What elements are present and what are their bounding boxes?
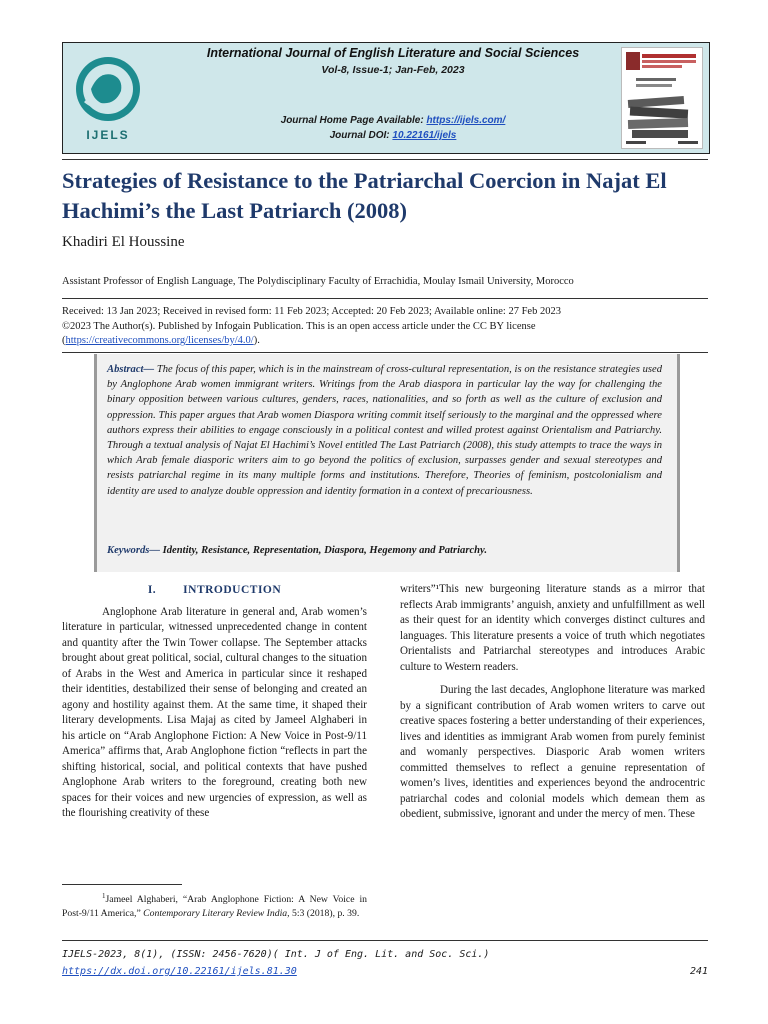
footer-citation: IJELS-2023, 8(1), (ISSN: 2456-7620)( Int. J of Eng. Lit. and Soc. Sci.) <box>62 949 490 960</box>
footnote-rest: 5:3 (2018), p. 39. <box>289 908 360 920</box>
keywords-text: Identity, Resistance, Representation, Diaspora, Hegemony and Patriarchy. <box>159 545 487 556</box>
journal-cover-image <box>621 47 703 149</box>
keywords <box>107 545 662 556</box>
doi-link[interactable]: 10.22161/ijels <box>392 130 457 141</box>
article-author: Khadiri El Houssine <box>62 234 185 250</box>
paren-close: ). <box>253 335 260 346</box>
journal-home <box>163 115 623 126</box>
page-number: 241 <box>690 966 709 977</box>
abstract <box>107 362 662 499</box>
journal-info <box>163 43 623 141</box>
license-line: ©2023 The Author(s). Published by Infogain Publication. This is an open access article under the CC BY license <box>62 320 536 332</box>
footnote-text: Jameel Alghaberi, “Arab Anglophone Fiction: A New Voice in Post-9/11 America,” <box>62 894 367 920</box>
header-divider <box>62 159 708 160</box>
paren-open: ( <box>62 335 66 346</box>
article-dates <box>62 305 712 349</box>
intro-paragraph-1-cont: writers”¹This new burgeoning literature stands as a mirror that reflects Arab immigrants’ anguish, anxiety and unfulfillment as well as their quest for an identity which converges distinct cultures and languages. This literature presents a voice of truth which negotiates Orientalists and Patriarchal stereotypes and introduces Arabic culture to Western readers. <box>400 583 705 673</box>
license-url-line <box>62 334 712 349</box>
journal-title: International Journal of English Literature and Social Sciences <box>206 46 580 60</box>
home-label: Journal Home Page Available: <box>280 115 427 126</box>
logo-text: IJELS <box>86 128 130 142</box>
ijels-logo <box>71 49 145 147</box>
received-dates: Received: 13 Jan 2023; Received in revised form: 11 Feb 2023; Accepted: 20 Feb 2023; Available online: 27 Feb 2023 <box>62 306 561 317</box>
journal-doi <box>163 130 623 141</box>
doi-label: Journal DOI: <box>329 130 393 141</box>
footer-divider <box>62 940 708 941</box>
abstract-text: The focus of this paper, which is in the mainstream of cross-cultural representation, is on the resistance strategies used by Anglophone Arab women immigrant writers. Writings from the Arab diaspora in particular lay the way for challenging the binary opposition between various cultures, genders, races, nationalities, and so forth as well as the culture of exclusion and oppression. This paper argues that Arab women Diaspora writing commit itself seriously to the marginal and the oppressed where authors express their abilities to engage consciously in a political contest and willed protest against Orientalism and Patriarchy. Through a textual analysis of Najat El Hachimi’s Novel entitled The Last Patriarch (2008), this study attempts to trace the ways in which Arab female diasporic writers aim to go beyond the politics of exclusion, surpasses gender and sexual stereotypes and resists patriarchal regime in its many multiple forms and institutions. Therefore, Theories of feminism, postcolonialism and identity are used to analyze double oppression and identity formation in a context of precariousness. <box>107 364 662 497</box>
dates-divider <box>62 352 708 353</box>
intro-paragraph-1: Anglophone Arab literature in general and, Arab women’s literature in particular, witnessed unprecedented change in content and quantity after the Twin Tower collapse. The September attacks brought about great political, social, cultural changes to the situation of Arabs in the West and America in particular since it reshaped their identities, destabilized their sense of belonging and created an agony and hostility against them. At the same time, it shaped their literary developments. Lisa Majaj as cited by Jameel Alghaberi in his article on “Arab Anglophone Fiction: A New Voice in Post-9/11 America” affirms that, Arab Anglophone fiction “reflects in part the shifting historical, social, and political contexts that have pushed Anglophone Arab writers to the foreground, creating both new spaces for their voices and new urgencies of expression, as well as the flourishing creativity of these <box>62 605 367 819</box>
right-column <box>400 582 705 823</box>
footer-doi-link[interactable]: https://dx.doi.org/10.22161/ijels.81.30 <box>62 966 297 977</box>
article-title: Strategies of Resistance to the Patriarchal Coercion in Najat El Hachimi’s the Last Patriarch (2008) <box>62 168 667 223</box>
journal-header-banner <box>62 42 710 154</box>
left-column <box>62 583 367 822</box>
affiliation-divider <box>62 298 708 299</box>
abstract-label: Abstract— <box>107 364 155 375</box>
author-affiliation: Assistant Professor of English Language, The Polydisciplinary Faculty of Errachidia, Moulay Ismail University, Morocco <box>62 276 574 287</box>
footnote <box>62 889 367 921</box>
intro-paragraph-2: During the last decades, Anglophone literature was marked by a significant contribution of Arab women writers to carve out creative spaces fostering a better understanding of their experiences, lives and identities as immigrant Arab women from purely feminist and womanly perspectives. Diasporic Arab women writers committed themselves to reflect a genuine representation of women’s lives, identities and experiences beyond the androcentric patriarchal codes and colonial models which demean them as obedient, submissive, ignorant and under the mercy of men. These <box>400 684 705 820</box>
home-link[interactable]: https://ijels.com/ <box>426 115 506 126</box>
license-link[interactable]: https://creativecommons.org/licenses/by/4.0/ <box>65 335 254 346</box>
footnote-journal: Contemporary Literary Review India, <box>143 908 290 920</box>
footnote-divider <box>62 884 182 885</box>
keywords-label: Keywords— <box>107 545 160 556</box>
journal-volume: Vol-8, Issue-1; Jan-Feb, 2023 <box>321 64 465 76</box>
footnote-marker: 1 <box>102 892 106 900</box>
section-heading: I. INTRODUCTION <box>147 584 282 596</box>
